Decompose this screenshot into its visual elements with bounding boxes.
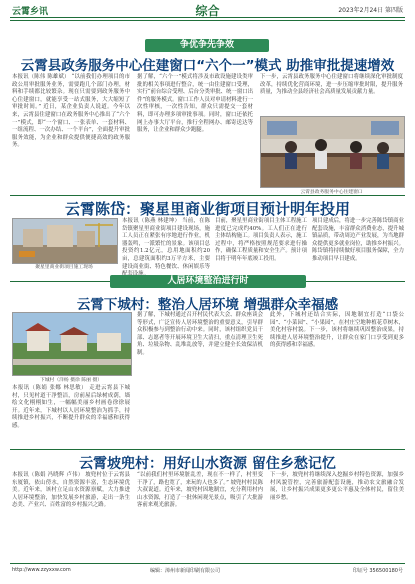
headline-commercial-street: 云霄陈岱：聚星里商业街项目预计明年投用 — [64, 200, 350, 218]
article3-col2: 据了解，下城村通过召开村民代表大会、群众座谈会等形式，广泛宣传人居环境整治的重要意义，引导群众积极参与到整治行动中来。同时，该村组织党员干部、志愿者等开展环境卫生大清扫，重点清理卫生死角、垃圾杂物、乱堆乱放等，并建立健全长效保洁机制。 — [137, 312, 263, 356]
article4-col2: “以前我们村里环境脏乱差，现在不一样了，村里变干净了，路也宽了，来玩的人也多了。” 坡兜村村民陈大叔说道。近年来，坡兜村因地制宜，充分利用村内山水资源，打造了一批休闲观光景点，吸引了大批游客前来观光旅游。 — [137, 472, 263, 509]
photo-caption-2: 聚星里商业街项目施工现场 — [35, 265, 93, 270]
article4-col3: 下一步，坡兜村将继续深入挖掘乡村特色资源，加强乡村风貌管控，完善旅游配套设施，推动农文旅融合发展，让乡村振兴成果更多更公平惠及全体村民，留住美丽乡愁。 — [270, 472, 404, 501]
article1-col2: 据了解，“六个一”模式将涉及市政设施建设类审批的相关事项进行整合，统一由住建窗口受理，实行“前台综合受理、后台分类审批、统一窗口出件”的服务模式。窗口工作人员对申请材料进行一次性审核，一次性告知，群众只需提交一套材料，即可办理多项审批事项。同时，窗口还依托网上办事大厅平台，推行全程网办、邮寄送达等服务，让企业和群众少跑腿。 — [137, 74, 253, 134]
article2-col3: 项目建成后，将进一步完善陈岱镇商业配套设施，丰富群众消费业态，提升城镇品质，带动周边产业发展，为当地群众提供更多就业岗位，助推乡村振兴。陈岱镇将持续做好项目服务保障，全力推动项目早日建成。 — [312, 218, 404, 262]
footer-website[interactable]: http://www.zzyxxw.com — [12, 567, 71, 573]
section-divider-3 — [10, 449, 405, 450]
headline-podou-village: 云霄坡兜村：用好山水资源 留住乡愁记忆 — [79, 456, 336, 472]
service-window-image — [261, 117, 404, 187]
article2-col1: 本报讯（陈燕 林建坤） 当前，在陈岱镇聚星里商业街项目建设现场，施工人员正在紧张有序地进行作业，机器轰鸣，一派繁忙的景象。该项目总投资约1.2亿元，总用地面积约20亩，总建筑面积约3万平方米，主要建设商业街、特色餐饮、休闲娱乐等 — [122, 218, 210, 270]
article3-col1: 本报讯（陈娟 张娜 林思敏） 走进云霄县下城村，只见村道干净整洁，房前屋后绿树成荫，墙绘文化栩栩如生，一幅幅美丽乡村画卷徐徐展开。近年来，下城村以人居环境整治为抓手，持续推进乡村振兴，不断提升群众的幸福感和获得感。 — [12, 385, 130, 429]
article3-col3: 此外，下城村还结合实际，因地制宜打造“口袋公园”、“小菜园”、“小果园”，在村庄空地种植花草树木，美化村容村貌。下一步，该村将继续巩固整治成果，持续推进人居环境整治提升，让群众在家门口享受到更多的获得感和幸福感。 — [270, 312, 404, 349]
article4-col1: 本报讯（陈娟 冯晓辉 卢伟） 坡兜村位于云霄县东厦镇，依山傍水，自然资源丰富，生态环境优美。近年来，该村立足山水资源禀赋，大力推进人居环境整治，加快发展乡村旅游，走出一条生态美、产业兴、百姓富的乡村振兴之路。 — [12, 472, 130, 509]
photo-caption-1: 云霄县政务服务中心住建窗口 — [300, 190, 363, 195]
banner-excellence: 争优争先争效 — [145, 39, 269, 52]
construction-image — [13, 219, 117, 263]
photo-service-window — [260, 116, 405, 188]
footer-publisher: 编辑：漳州市新闻印刷有限公司 — [150, 568, 221, 574]
footer-registration: 印证号 356500180号 — [352, 568, 403, 574]
article1-col3: 下一步，云霄县政务服务中心住建窗口将继续深化审批制度改革，持续优化营商环境，进一步压缩审批时限，提升服务质量，为推动全县经济社会高质量发展贡献力量。 — [260, 74, 403, 96]
header-rule — [10, 17, 405, 18]
headline-xiacheng-village: 云霄下城村：整治人居环境 增强群众幸福感 — [76, 297, 339, 313]
banner-living-environment: 人居环境整治进行时 — [110, 275, 306, 288]
article1-col1: 本报讯（陈伟 陈雄斌） “以前我们办理项目的市政公用审批服务业务，需要跑几个部门办理，材料和手续都比较繁杂。现在只需要到政务服务中心住建窗口，就能享受一站式服务，大大缩短了审批时间。” 近日，某企业负责人说道。今年以来，云霄县住建窗口在政务服务中心推出了“六个一”模式，即“一个窗口、一张表单、一套材料、一组流程、一次办结、一个平台”，全面提升审批服务效能，为企业和群众提供便捷高效的政务服务。 — [12, 74, 130, 149]
section-divider-1 — [10, 195, 405, 196]
village-image — [13, 313, 131, 375]
photo-xiacheng-village — [12, 312, 132, 376]
issue-date: 2023年2月24日 第四版 — [338, 7, 403, 14]
photo-construction — [12, 218, 118, 264]
footer-rule — [10, 563, 405, 564]
paper-name: 云霄乡讯 — [12, 7, 49, 17]
section-title: 综合 — [195, 4, 220, 18]
article2-col2: 目前，聚星里商业街项目主体工程施工进度已完成约40%。工人们正在进行主体结构施工。项目负责人表示，施工过程中，将严格按照规范要求进行操作，确保工程质量和安全生产。预计项目将于明年年底竣工投用。 — [215, 218, 307, 262]
photo-caption-3: 下城村（洋杨 摄徐 陈丽 摄） — [39, 378, 103, 383]
header-rule-thin — [10, 20, 405, 21]
headline-admin-service: 云霄县政务服务中心住建窗口“六个一”模式 助推审批提速增效 — [20, 58, 395, 74]
